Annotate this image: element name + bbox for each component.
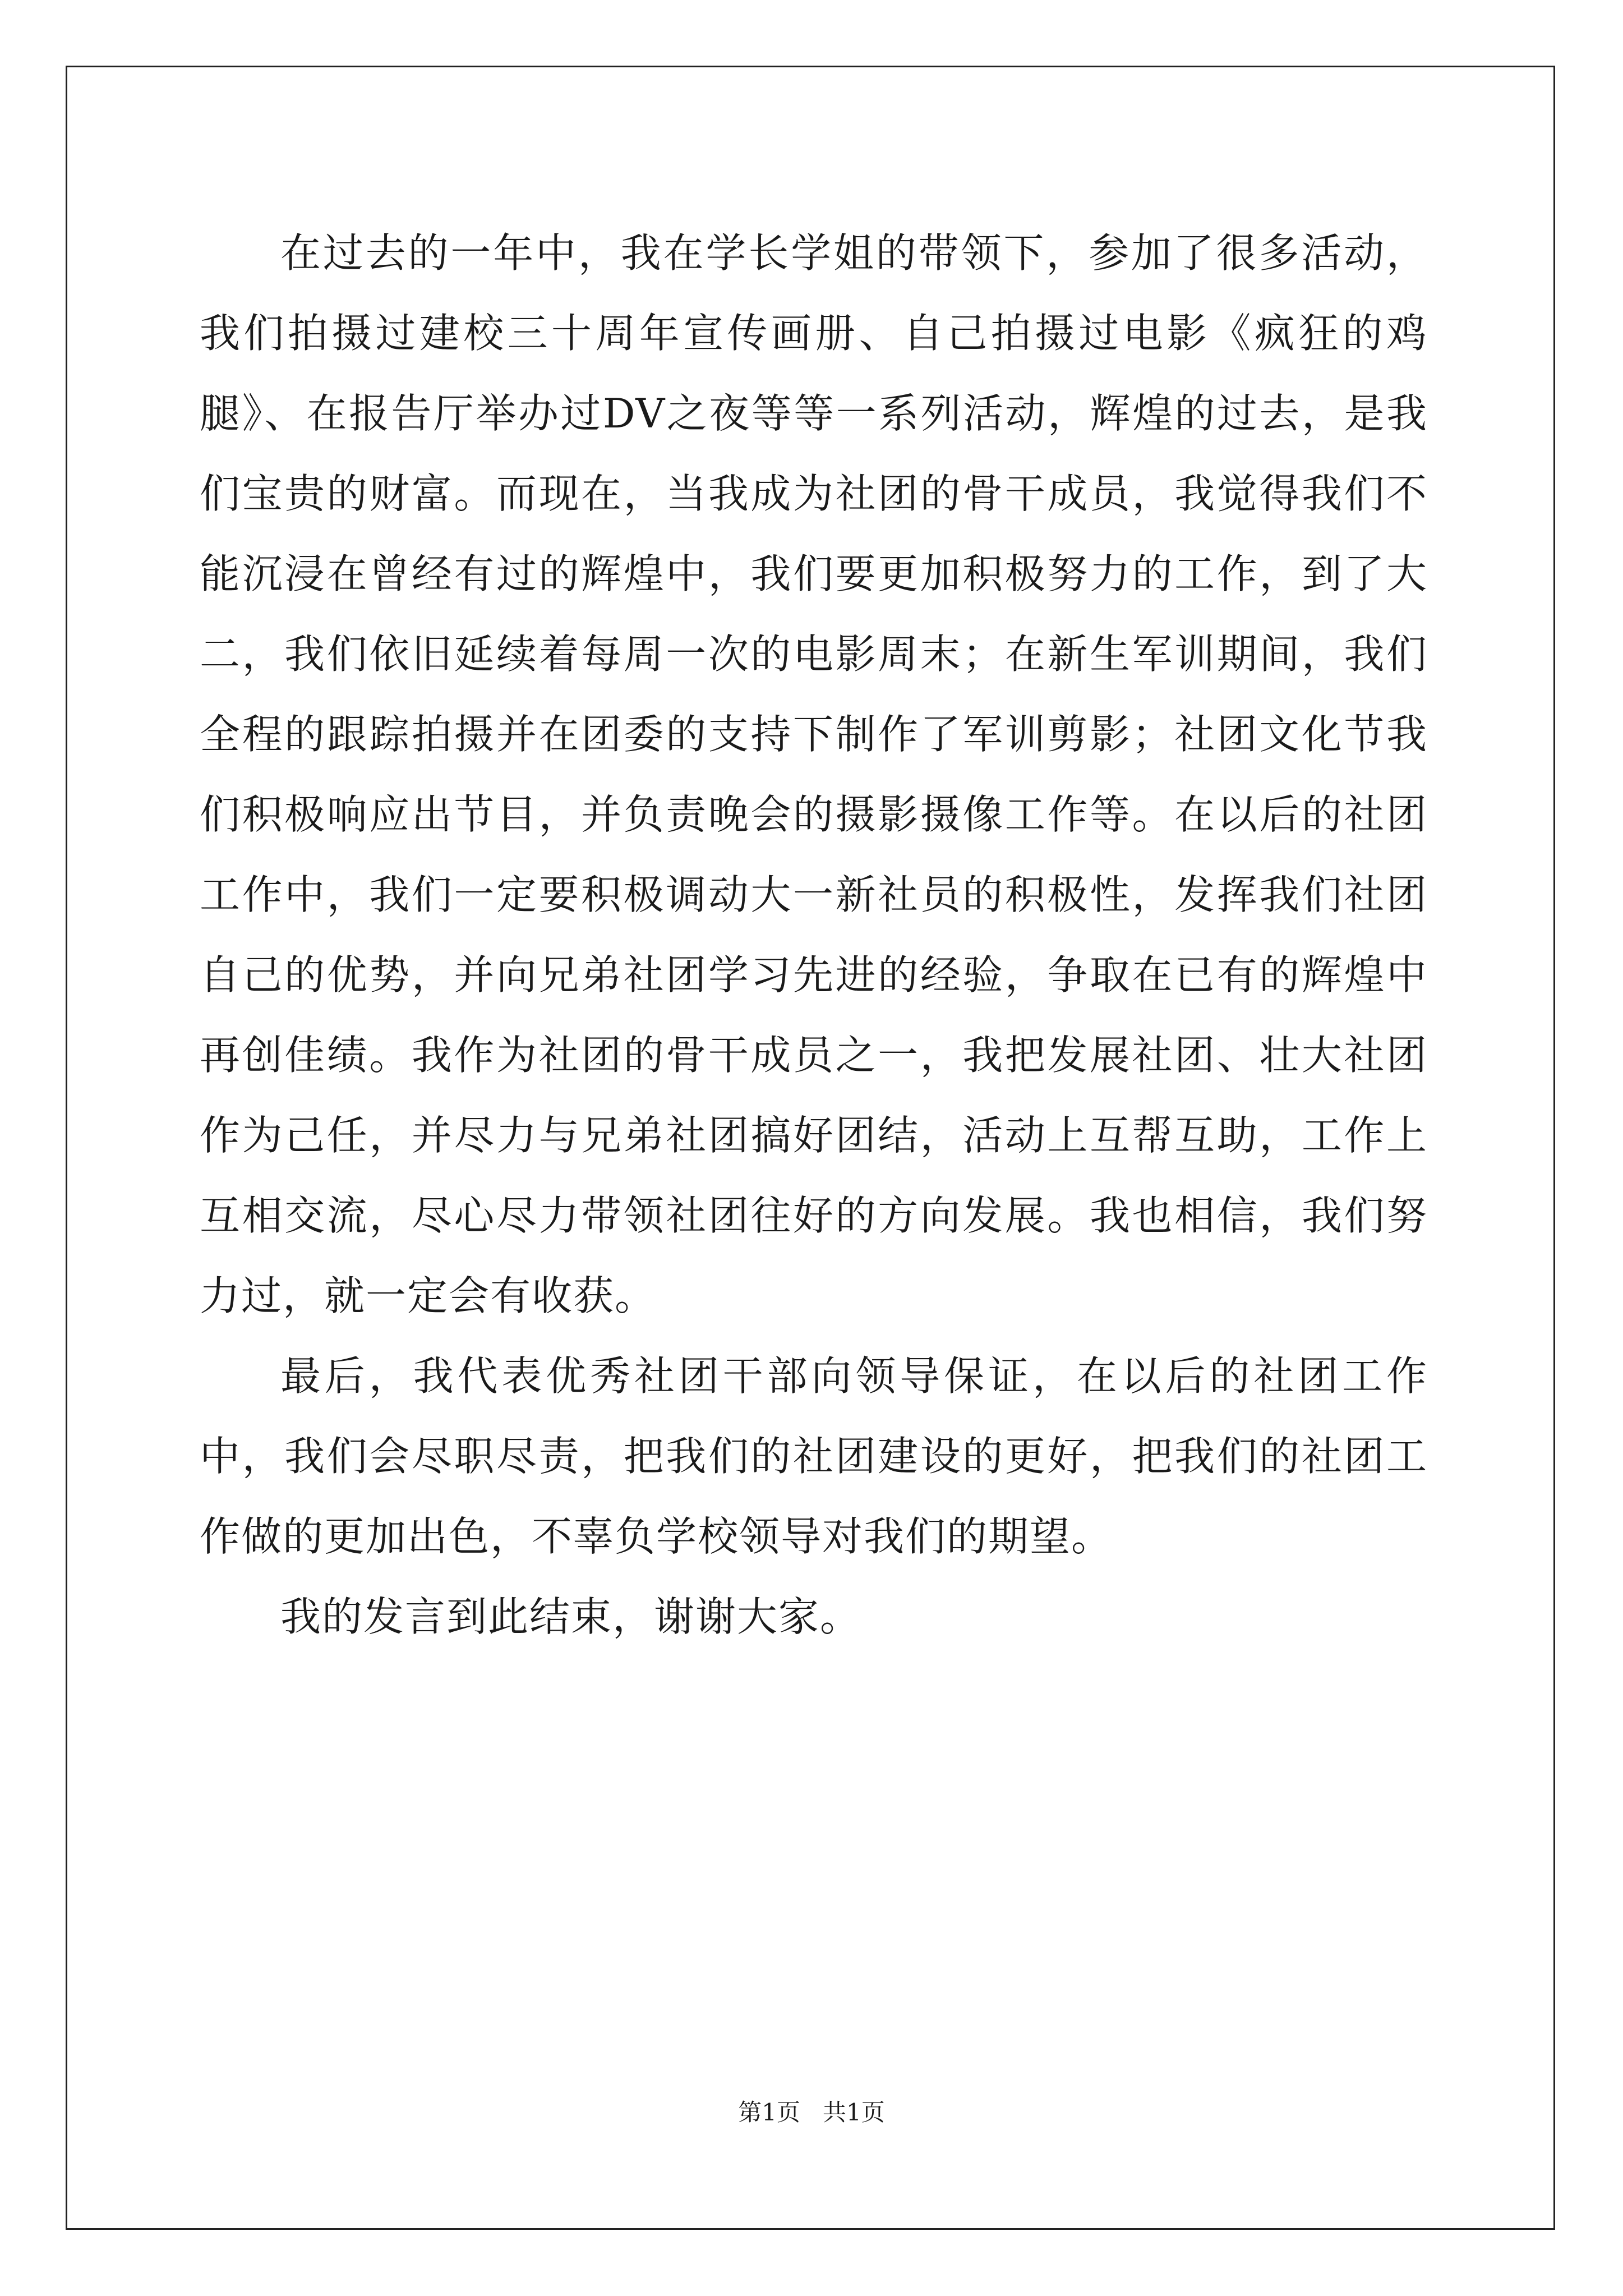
paragraph-3: 我的发言到此结束，谢谢大家。 [280, 1593, 862, 1640]
page-total: 共1页 [823, 2099, 885, 2126]
page-footer [0, 2098, 1623, 2127]
document-body [200, 213, 1428, 1657]
paragraph-2: 最后，我代表优秀社团干部向领导保证，在以后的社团工作中，我们会尽职尽责，把我们的社团建设的更好，把我们的社团工作做的更加出色，不辜负学校领导对我们的期望。 [200, 1352, 1428, 1560]
paragraph-1: 在过去的一年中，我在学长学姐的带领下，参加了很多活动，我们拍摄过建校三十周年宣传画册、自己拍摄过电影《疯狂的鸡腿》、在报告厅举办过DV之夜等等一系列活动，辉煌的过去，是我们宝贵的财富。而现在，当我成为社团的骨干成员，我觉得我们不能沉浸在曾经有过的辉煌中，我们要更加积极努力的工作，到了大二，我们依旧延续着每周一次的电影周末；在新生军训期间，我们全程的跟踪拍摄并在团委的支持下制作了军训剪影；社团文化节我们积极响应出节目，并负责晚会的摄影摄像工作等。在以后的社团工作中，我们一定要积极调动大一新社员的积极性，发挥我们社团自己的优势，并向兄弟社团学习先进的经验，争取在已有的辉煌中再创佳绩。我作为社团的骨干成员之一，我把发展社团、壮大社团作为己任，并尽力与兄弟社团搞好团结，活动上互帮互助，工作上互相交流，尽心尽力带领社团往好的方向发展。我也相信，我们努力过，就一定会有收获。 [200, 229, 1428, 1319]
page-number: 第1页 [738, 2099, 800, 2126]
